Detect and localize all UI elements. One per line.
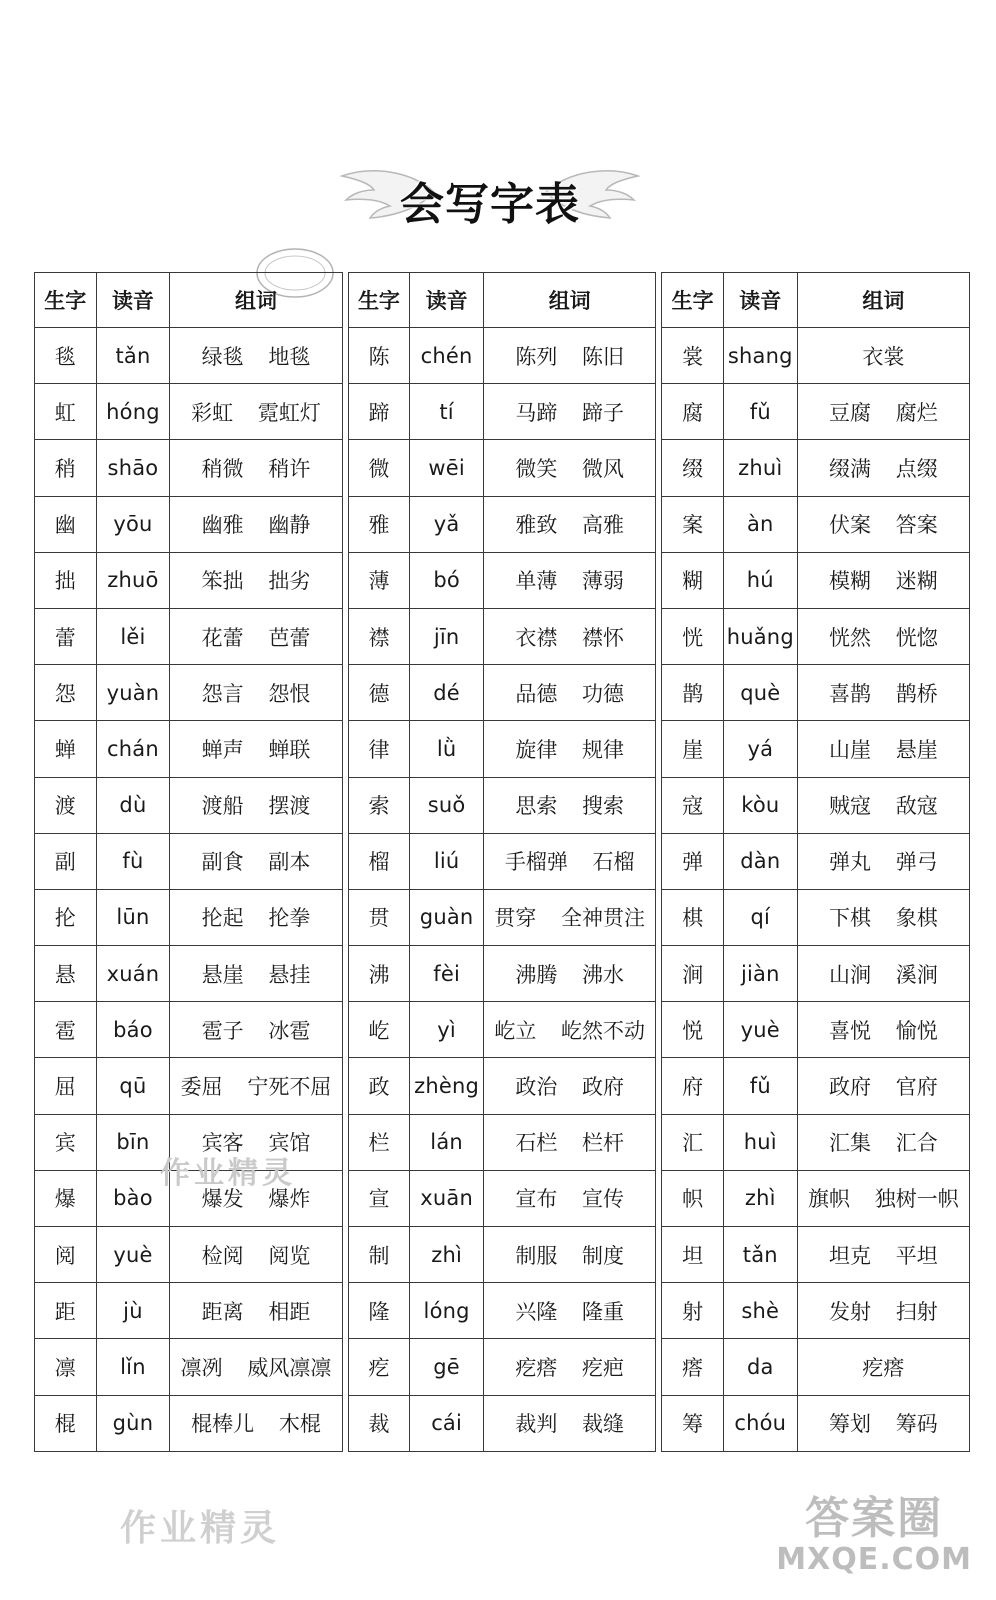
pinyin-cell: chán [96, 721, 170, 777]
words-cell: 汇集 汇合 [797, 1114, 969, 1170]
words-cell: 稍微 稍许 [170, 440, 342, 496]
header-row [662, 273, 970, 328]
table-row [348, 665, 656, 721]
words-cell: 恍然 恍惚 [797, 608, 969, 664]
pinyin-cell: suǒ [410, 777, 484, 833]
pinyin-cell: lán [410, 1114, 484, 1170]
pinyin-cell: fèi [410, 946, 484, 1002]
words-cell: 幽雅 幽静 [170, 496, 342, 552]
table-row [662, 1114, 970, 1170]
char-cell: 棍 [35, 1395, 97, 1451]
char-cell: 雅 [348, 496, 410, 552]
char-cell: 贯 [348, 889, 410, 945]
pinyin-cell: zhì [723, 1170, 797, 1226]
char-cell: 弹 [662, 833, 724, 889]
pinyin-cell: guàn [410, 889, 484, 945]
pinyin-cell: chén [410, 328, 484, 384]
header-row [348, 273, 656, 328]
pinyin-cell: cái [410, 1395, 484, 1451]
pinyin-cell: kòu [723, 777, 797, 833]
pinyin-cell: bào [96, 1170, 170, 1226]
pinyin-cell: lūn [96, 889, 170, 945]
table-row [662, 328, 970, 384]
table-row [35, 1339, 343, 1395]
pinyin-cell: zhuì [723, 440, 797, 496]
pinyin-cell: lǜ [410, 721, 484, 777]
pinyin-cell: gē [410, 1339, 484, 1395]
table-row [662, 552, 970, 608]
pinyin-cell: liú [410, 833, 484, 889]
pinyin-cell: dàn [723, 833, 797, 889]
words-cell: 制服 制度 [484, 1227, 656, 1283]
char-cell: 薄 [348, 552, 410, 608]
words-cell: 石栏 栏杆 [484, 1114, 656, 1170]
pinyin-cell: yá [723, 721, 797, 777]
words-cell: 悬崖 悬挂 [170, 946, 342, 1002]
watermark-logo [776, 1482, 972, 1577]
pinyin-cell: wēi [410, 440, 484, 496]
char-cell: 裁 [348, 1395, 410, 1451]
pinyin-cell: qū [96, 1058, 170, 1114]
char-cell: 悦 [662, 1002, 724, 1058]
char-cell: 襟 [348, 608, 410, 664]
char-cell: 雹 [35, 1002, 97, 1058]
pinyin-cell: lóng [410, 1283, 484, 1339]
table-row [35, 889, 343, 945]
char-cell: 距 [35, 1283, 97, 1339]
words-cell: 笨拙 拙劣 [170, 552, 342, 608]
words-cell: 筹划 筹码 [797, 1395, 969, 1451]
pinyin-cell: àn [723, 496, 797, 552]
table-row [662, 946, 970, 1002]
pinyin-cell: yǎ [410, 496, 484, 552]
words-cell: 宾客 宾馆 [170, 1114, 342, 1170]
pinyin-cell: hú [723, 552, 797, 608]
table-row [35, 328, 343, 384]
table-row [348, 496, 656, 552]
table-row [662, 440, 970, 496]
table-row [348, 608, 656, 664]
words-cell: 兴隆 隆重 [484, 1283, 656, 1339]
table-row [35, 608, 343, 664]
char-cell: 崖 [662, 721, 724, 777]
header-words: 组词 [484, 273, 656, 328]
pinyin-cell: yuè [96, 1227, 170, 1283]
table-row [662, 1002, 970, 1058]
header-row [35, 273, 343, 328]
table-row [35, 1395, 343, 1451]
words-cell: 怨言 怨恨 [170, 665, 342, 721]
pinyin-cell: bó [410, 552, 484, 608]
table-row [662, 721, 970, 777]
words-cell: 单薄 薄弱 [484, 552, 656, 608]
char-cell: 恍 [662, 608, 724, 664]
table-row [348, 552, 656, 608]
words-cell: 伏案 答案 [797, 496, 969, 552]
words-cell: 政治 政府 [484, 1058, 656, 1114]
char-cell: 渡 [35, 777, 97, 833]
pinyin-cell: hóng [96, 384, 170, 440]
pinyin-cell: dé [410, 665, 484, 721]
char-cell: 瘩 [662, 1339, 724, 1395]
char-cell: 蹄 [348, 384, 410, 440]
char-cell: 德 [348, 665, 410, 721]
char-cell: 阅 [35, 1227, 97, 1283]
char-cell: 榴 [348, 833, 410, 889]
words-cell: 模糊 迷糊 [797, 552, 969, 608]
char-cell: 微 [348, 440, 410, 496]
table-row [35, 1283, 343, 1339]
table-row [35, 665, 343, 721]
pinyin-cell: què [723, 665, 797, 721]
char-cell: 鹊 [662, 665, 724, 721]
pinyin-cell: lǐn [96, 1339, 170, 1395]
char-cell: 栏 [348, 1114, 410, 1170]
words-cell: 政府 官府 [797, 1058, 969, 1114]
table-row [662, 608, 970, 664]
table-row [35, 1227, 343, 1283]
words-cell: 花蕾 芭蕾 [170, 608, 342, 664]
table-row [662, 833, 970, 889]
table-row [662, 777, 970, 833]
table-row [35, 946, 343, 1002]
words-cell: 贼寇 敌寇 [797, 777, 969, 833]
char-cell: 筹 [662, 1395, 724, 1451]
words-cell: 彩虹 霓虹灯 [170, 384, 342, 440]
watermark-url: MXQE.COM [776, 1542, 972, 1577]
header-pinyin: 读音 [96, 273, 170, 328]
words-cell: 雅致 高雅 [484, 496, 656, 552]
words-cell: 旗帜 独树一帜 [797, 1170, 969, 1226]
pinyin-cell: qí [723, 889, 797, 945]
char-cell: 抡 [35, 889, 97, 945]
words-cell: 屹立 屹然不动 [484, 1002, 656, 1058]
pinyin-cell: fǔ [723, 1058, 797, 1114]
words-cell: 品德 功德 [484, 665, 656, 721]
words-cell: 马蹄 蹄子 [484, 384, 656, 440]
pinyin-cell: shang [723, 328, 797, 384]
table-row [348, 1339, 656, 1395]
pinyin-cell: chóu [723, 1395, 797, 1451]
header-pinyin: 读音 [723, 273, 797, 328]
table-row [348, 1395, 656, 1451]
table-row [662, 384, 970, 440]
char-cell: 陈 [348, 328, 410, 384]
pinyin-cell: xuān [410, 1170, 484, 1226]
char-cell: 屈 [35, 1058, 97, 1114]
words-cell: 思索 搜索 [484, 777, 656, 833]
table-row [348, 328, 656, 384]
table-row [348, 946, 656, 1002]
pinyin-cell: shāo [96, 440, 170, 496]
table-row [35, 721, 343, 777]
table-block-2 [348, 272, 657, 1452]
pinyin-cell: zhèng [410, 1058, 484, 1114]
words-cell: 距离 相距 [170, 1283, 342, 1339]
char-cell: 悬 [35, 946, 97, 1002]
table-row [348, 1002, 656, 1058]
pinyin-cell: lěi [96, 608, 170, 664]
char-cell: 毯 [35, 328, 97, 384]
pinyin-cell: huǎng [723, 608, 797, 664]
pinyin-cell: báo [96, 1002, 170, 1058]
words-cell: 弹丸 弹弓 [797, 833, 969, 889]
table-row [348, 833, 656, 889]
pinyin-cell: jù [96, 1283, 170, 1339]
char-cell: 府 [662, 1058, 724, 1114]
table-row [662, 665, 970, 721]
char-cell: 宾 [35, 1114, 97, 1170]
words-cell: 手榴弹 石榴 [484, 833, 656, 889]
words-cell: 缀满 点缀 [797, 440, 969, 496]
words-cell: 抡起 抡拳 [170, 889, 342, 945]
words-cell: 爆发 爆炸 [170, 1170, 342, 1226]
char-cell: 制 [348, 1227, 410, 1283]
table-row [662, 1395, 970, 1451]
words-cell: 旋律 规律 [484, 721, 656, 777]
header-words: 组词 [170, 273, 342, 328]
pinyin-cell: zhì [410, 1227, 484, 1283]
pinyin-cell: yì [410, 1002, 484, 1058]
words-cell: 微笑 微风 [484, 440, 656, 496]
header-char: 生字 [35, 273, 97, 328]
words-cell: 疙瘩 疙疤 [484, 1339, 656, 1395]
table-row [35, 496, 343, 552]
watermark-text: 作业精灵 [120, 1508, 281, 1549]
words-cell: 凛冽 威风凛凛 [170, 1339, 342, 1395]
pinyin-cell: jiàn [723, 946, 797, 1002]
words-cell: 蝉声 蝉联 [170, 721, 342, 777]
table-row [348, 889, 656, 945]
words-cell: 宣布 宣传 [484, 1170, 656, 1226]
words-cell: 山涧 溪涧 [797, 946, 969, 1002]
table-row [348, 1227, 656, 1283]
words-cell: 豆腐 腐烂 [797, 384, 969, 440]
char-cell: 棋 [662, 889, 724, 945]
words-cell: 下棋 象棋 [797, 889, 969, 945]
pinyin-cell: jīn [410, 608, 484, 664]
char-cell: 拙 [35, 552, 97, 608]
header-char: 生字 [662, 273, 724, 328]
char-cell: 隆 [348, 1283, 410, 1339]
char-cell: 缀 [662, 440, 724, 496]
char-cell: 律 [348, 721, 410, 777]
words-cell: 绿毯 地毯 [170, 328, 342, 384]
words-cell: 委屈 宁死不屈 [170, 1058, 342, 1114]
pinyin-cell: xuán [96, 946, 170, 1002]
table-row [662, 496, 970, 552]
table-row [348, 384, 656, 440]
pinyin-cell: tǎn [96, 328, 170, 384]
table-row [35, 1002, 343, 1058]
table-row [348, 1058, 656, 1114]
char-cell: 汇 [662, 1114, 724, 1170]
pinyin-cell: huì [723, 1114, 797, 1170]
char-cell: 屹 [348, 1002, 410, 1058]
pinyin-cell: zhuō [96, 552, 170, 608]
table-row [662, 1170, 970, 1226]
table-row [348, 1170, 656, 1226]
char-cell: 凛 [35, 1339, 97, 1395]
pinyin-cell: shè [723, 1283, 797, 1339]
words-cell: 沸腾 沸水 [484, 946, 656, 1002]
char-cell: 沸 [348, 946, 410, 1002]
char-cell: 糊 [662, 552, 724, 608]
table-row [35, 833, 343, 889]
char-cell: 腐 [662, 384, 724, 440]
header-words: 组词 [797, 273, 969, 328]
words-cell: 棍棒儿 木棍 [170, 1395, 342, 1451]
words-cell: 山崖 悬崖 [797, 721, 969, 777]
char-cell: 帜 [662, 1170, 724, 1226]
watermark-text: 作业精灵 [160, 1156, 296, 1191]
char-cell: 涧 [662, 946, 724, 1002]
table-block-1 [34, 272, 343, 1452]
char-cell: 蕾 [35, 608, 97, 664]
table-row [348, 777, 656, 833]
table-row [35, 384, 343, 440]
table-row [662, 889, 970, 945]
char-cell: 案 [662, 496, 724, 552]
words-cell: 雹子 冰雹 [170, 1002, 342, 1058]
table-row [348, 1283, 656, 1339]
char-cell: 坦 [662, 1227, 724, 1283]
words-cell: 疙瘩 [797, 1339, 969, 1395]
words-cell: 裁判 裁缝 [484, 1395, 656, 1451]
pinyin-cell: fǔ [723, 384, 797, 440]
title-banner [340, 150, 640, 245]
char-cell: 裳 [662, 328, 724, 384]
pinyin-cell: gùn [96, 1395, 170, 1451]
header-pinyin: 读音 [410, 273, 484, 328]
words-cell: 喜鹊 鹊桥 [797, 665, 969, 721]
word-table [34, 272, 970, 1452]
watermark-logo-text: 答案圈 [805, 1493, 944, 1544]
char-cell: 稍 [35, 440, 97, 496]
pinyin-cell: yuè [723, 1002, 797, 1058]
char-cell: 政 [348, 1058, 410, 1114]
char-cell: 爆 [35, 1170, 97, 1226]
table-row [35, 552, 343, 608]
table-row [35, 1058, 343, 1114]
table-block-3 [661, 272, 970, 1452]
table-row [662, 1283, 970, 1339]
table-row [348, 1114, 656, 1170]
pinyin-cell: bīn [96, 1114, 170, 1170]
table-row [662, 1227, 970, 1283]
words-cell: 衣裳 [797, 328, 969, 384]
words-cell: 坦克 平坦 [797, 1227, 969, 1283]
char-cell: 怨 [35, 665, 97, 721]
header-char: 生字 [348, 273, 410, 328]
pinyin-cell: tí [410, 384, 484, 440]
pinyin-cell: tǎn [723, 1227, 797, 1283]
words-cell: 检阅 阅览 [170, 1227, 342, 1283]
char-cell: 宣 [348, 1170, 410, 1226]
char-cell: 副 [35, 833, 97, 889]
char-cell: 蝉 [35, 721, 97, 777]
table-row [35, 777, 343, 833]
char-cell: 虹 [35, 384, 97, 440]
words-cell: 衣襟 襟怀 [484, 608, 656, 664]
page-title: 会写字表 [400, 179, 580, 230]
words-cell: 陈列 陈旧 [484, 328, 656, 384]
table-row [662, 1339, 970, 1395]
table-row [662, 1058, 970, 1114]
pinyin-cell: da [723, 1339, 797, 1395]
table-row [348, 440, 656, 496]
words-cell: 贯穿 全神贯注 [484, 889, 656, 945]
table-row [348, 721, 656, 777]
char-cell: 幽 [35, 496, 97, 552]
char-cell: 寇 [662, 777, 724, 833]
char-cell: 疙 [348, 1339, 410, 1395]
table-row [35, 440, 343, 496]
pinyin-cell: fù [96, 833, 170, 889]
words-cell: 渡船 摆渡 [170, 777, 342, 833]
char-cell: 索 [348, 777, 410, 833]
words-cell: 喜悦 愉悦 [797, 1002, 969, 1058]
pinyin-cell: dù [96, 777, 170, 833]
char-cell: 射 [662, 1283, 724, 1339]
pinyin-cell: yōu [96, 496, 170, 552]
pinyin-cell: yuàn [96, 665, 170, 721]
words-cell: 副食 副本 [170, 833, 342, 889]
words-cell: 发射 扫射 [797, 1283, 969, 1339]
